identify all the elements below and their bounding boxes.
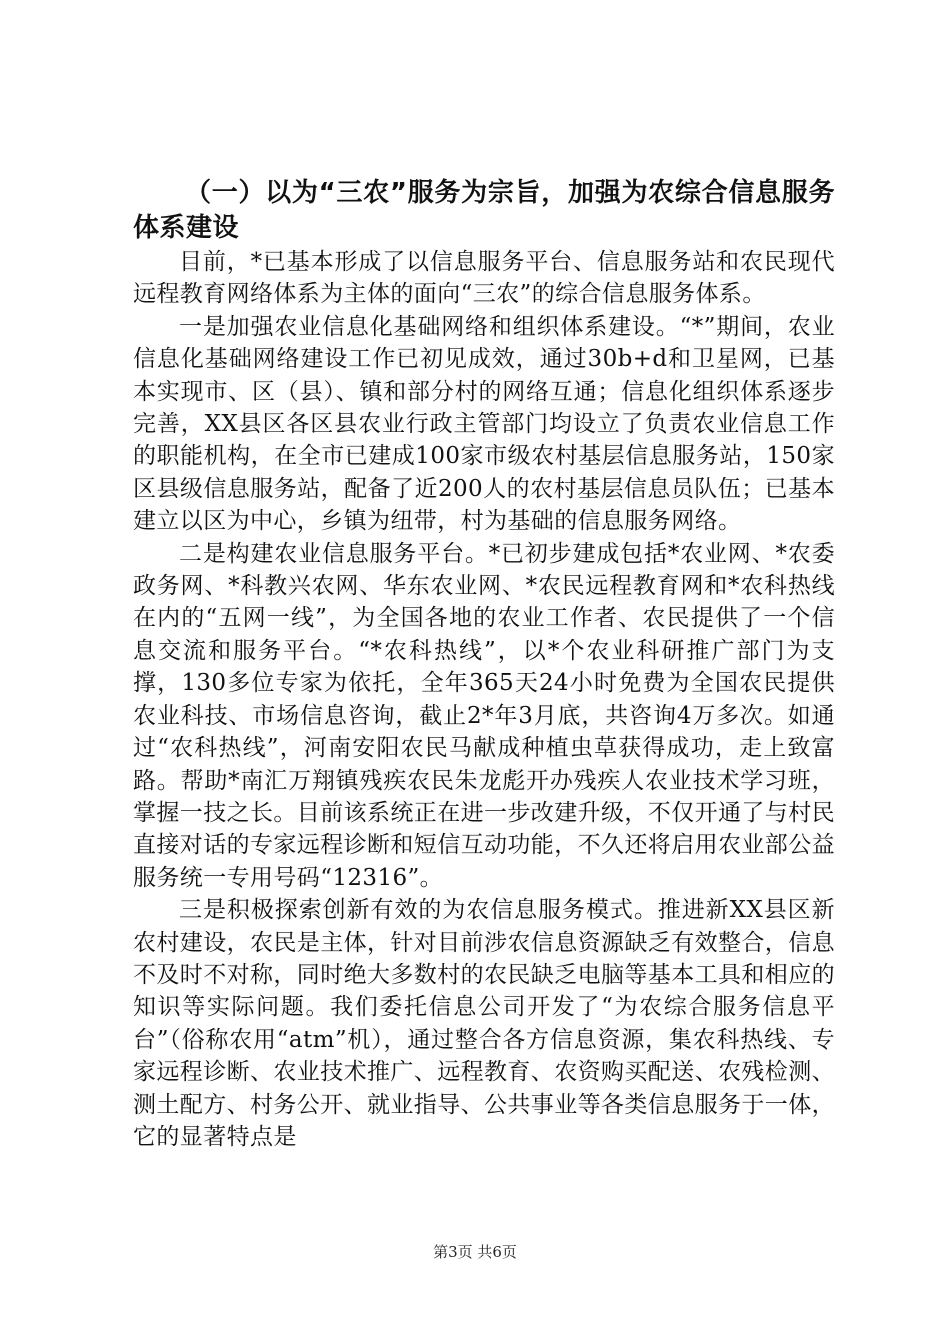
section-heading: （一）以为“三农”服务为宗旨，加强为农综合信息服务体系建设 bbox=[133, 178, 835, 243]
paragraph-point-one: 一是加强农业信息化基础网络和组织体系建设。“*”期间，农业信息化基础网络建设工作已初见成效，通过30b+d和卫星网，已基本实现市、区（县）、镇和部分村的网络互通；信息化组织体系逐步完善，XX县区各区县农业行政主管部门均设立了负责农业信息工作的职能机构，在全市已建成100家市级农村基层信息服务站，150家区县级信息服务站，配备了近200人的农村基层信息员队伍；已基本建立以区为中心，乡镇为纽带，村为基础的信息服务网络。 bbox=[133, 313, 835, 535]
page-number-footer: 第3页 共6页 bbox=[433, 1243, 517, 1261]
document-body bbox=[133, 176, 835, 1153]
paragraph-point-three: 三是积极探索创新有效的为农信息服务模式。推进新XX县区新农村建设，农民是主体，针对目前涉农信息资源缺乏有效整合，信息不及时不对称，同时绝大多数村的农民缺乏电脑等基本工具和相应的知识等实际问题。我们委托信息公司开发了“为农综合服务信息平台”（俗称农用“atm”机），通过整合各方信息资源，集农科热线、专家远程诊断、农业技术推广、远程教育、农资购买配送、农残检测、测土配方、村务公开、就业指导、公共事业等各类信息服务于一体，它的显著特点是 bbox=[133, 897, 835, 1150]
paragraph-intro: 目前，*已基本形成了以信息服务平台、信息服务站和农民现代远程教育网络体系为主体的面向“三农”的综合信息服务体系。 bbox=[133, 249, 835, 308]
paragraph-point-two: 二是构建农业信息服务平台。*已初步建成包括*农业网、*农委政务网、*科教兴农网、华东农业网、*农民远程教育网和*农科热线在内的“五网一线”，为全国各地的农业工作者、农民提供了一个信息交流和服务平台。“*农科热线”，以*个农业科研推广部门为支撑，130多位专家为依托，全年365天24小时免费为全国农民提供农业科技、市场信息咨询，截止2*年3月底，共咨询4万多次。如通过“农科热线”，河南安阳农民马献成种植虫草获得成功，走上致富路。帮助*南汇万翔镇残疾农民朱龙彪开办残疾人农业技术学习班，掌握一技之长。目前该系统正在进一步改建升级，不仅开通了与村民直接对话的专家远程诊断和短信互动功能，不久还将启用农业部公益服务统一专用号码“12316”。 bbox=[133, 540, 835, 891]
